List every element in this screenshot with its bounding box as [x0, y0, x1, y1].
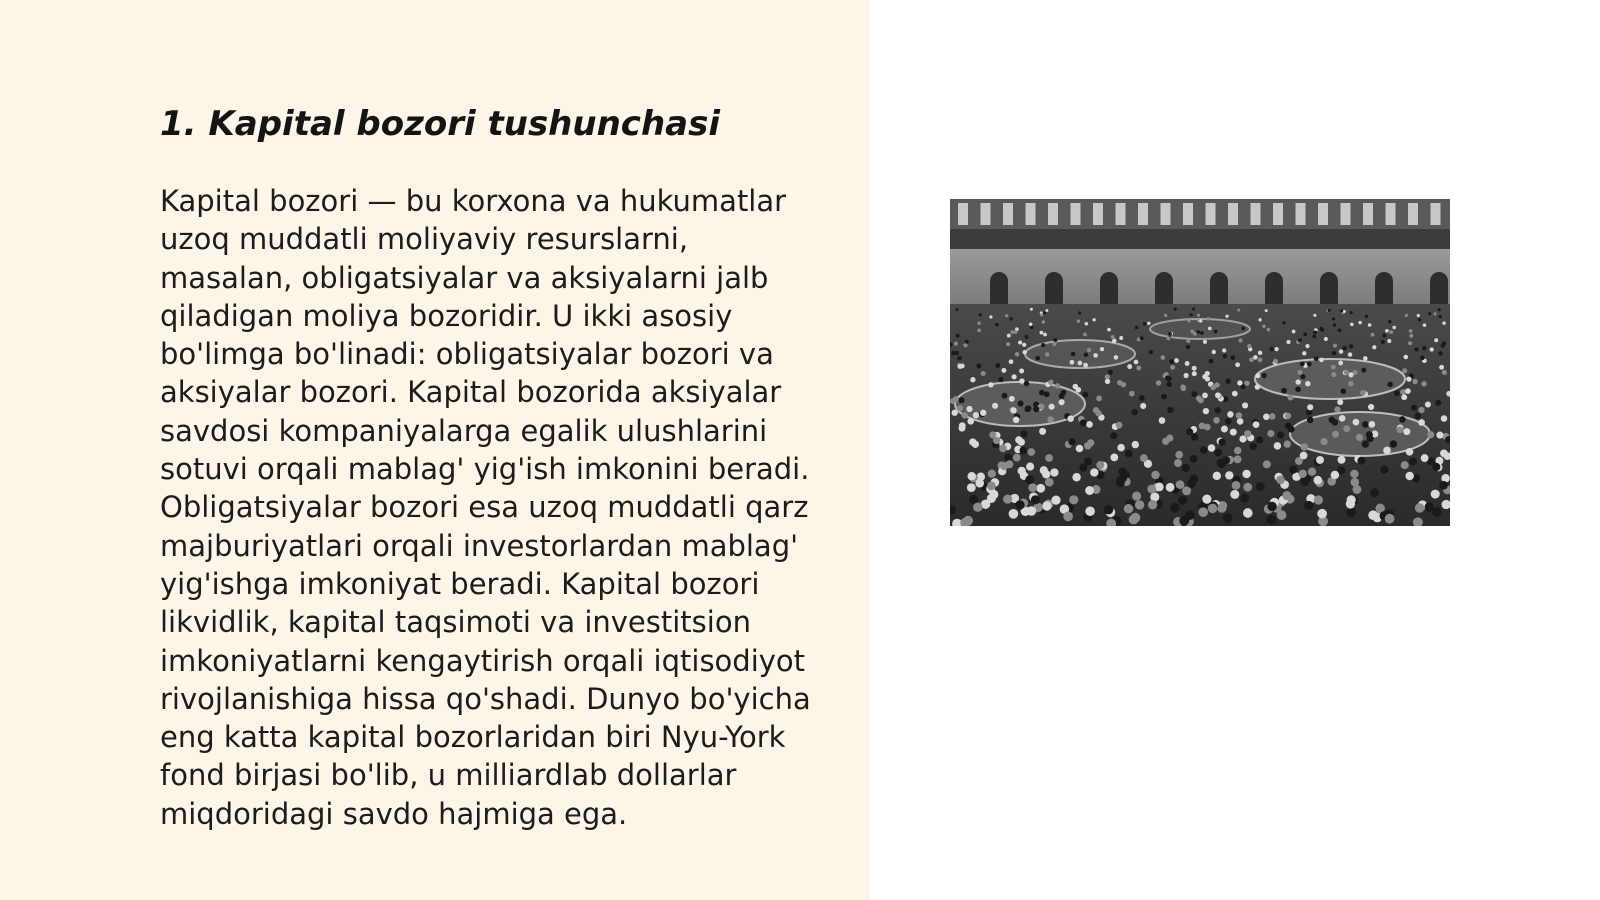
stock-exchange-photo	[950, 199, 1450, 526]
body-line: likvidlik, kapital taqsimoti va investitsion	[160, 605, 751, 640]
body-line: miqdoridagi savdo hajmiga ega.	[160, 796, 628, 831]
body-line: uzoq muddatli moliyaviy resurslarni,	[160, 222, 689, 257]
body-line: Obligatsiyalar bozori esa uzoq muddatli qarz	[160, 490, 809, 525]
body-line: qiladigan moliya bozoridir. U ikki asosiy	[160, 298, 733, 333]
body-line: savdosi kompaniyalarga egalik ulushlarini	[160, 413, 768, 448]
trading-floor-illustration	[950, 199, 1450, 526]
body-line: rivojlanishiga hissa qo'shadi. Dunyo bo'yicha	[160, 681, 811, 716]
body-line: Kapital bozori — bu korxona va hukumatlar	[160, 184, 787, 218]
body-line: sotuvi orqali mablag' yig'ish imkonini beradi.	[160, 452, 810, 487]
body-line: imkoniyatlarni kengaytirish orqali iqtisodiyot	[160, 643, 806, 678]
body-line: majburiyatlari orqali investorlardan mablag'	[160, 528, 799, 563]
body-line: bo'limga bo'linadi: obligatsiyalar bozori va	[160, 337, 774, 372]
slide-title: 1. Kapital bozori tushunchasi	[160, 104, 720, 144]
body-paragraph	[160, 182, 840, 833]
body-line: fond birjasi bo'lib, u milliardlab dollarlar	[160, 758, 737, 793]
body-line: yig'ishga imkoniyat beradi. Kapital bozori	[160, 566, 760, 601]
body-line: eng katta kapital bozorlaridan biri Nyu-York	[160, 720, 786, 755]
body-line: masalan, obligatsiyalar va aksiyalarni jalb	[160, 260, 769, 295]
body-line: aksiyalar bozori. Kapital bozorida aksiyalar	[160, 375, 782, 410]
